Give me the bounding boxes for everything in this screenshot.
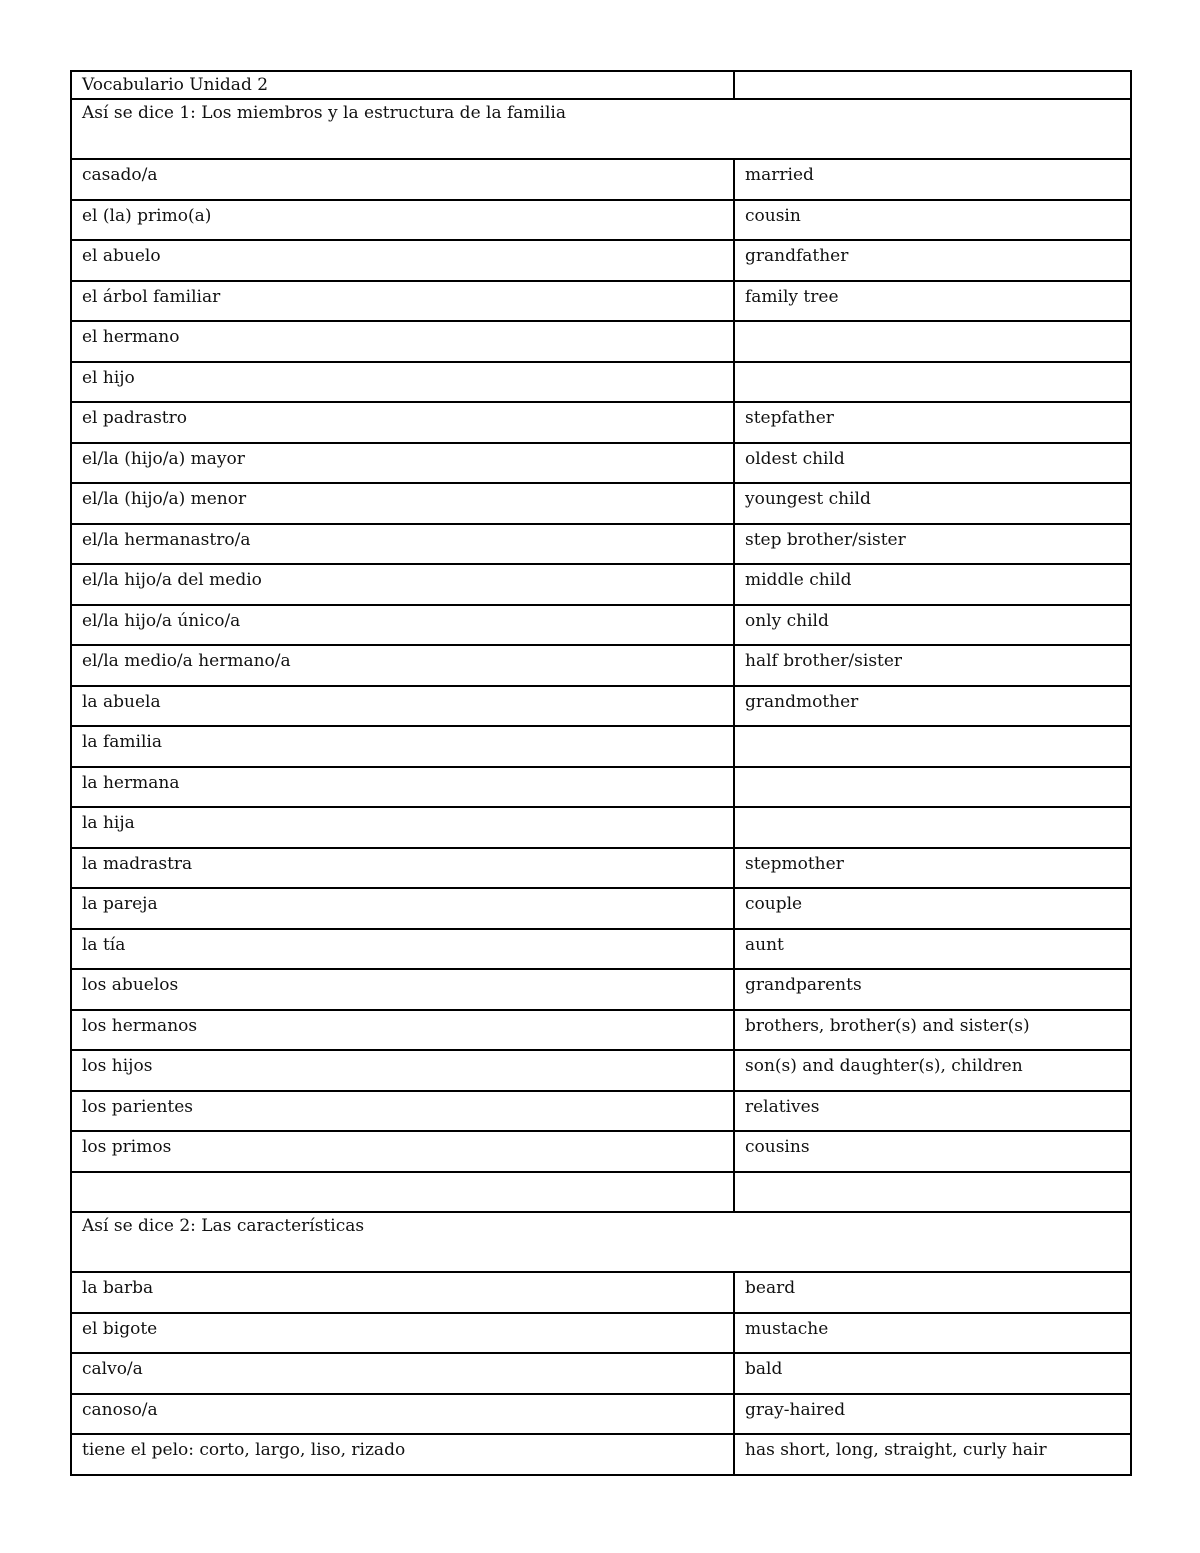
english-translation <box>734 807 1131 848</box>
spanish-term: la abuela <box>71 686 734 727</box>
spanish-term: el/la (hijo/a) menor <box>71 483 734 524</box>
table-row <box>71 1272 1131 1313</box>
english-translation <box>734 726 1131 767</box>
english-translation: relatives <box>734 1091 1131 1132</box>
spanish-term: la familia <box>71 726 734 767</box>
english-translation: beard <box>734 1272 1131 1313</box>
spanish-term: el/la hijo/a único/a <box>71 605 734 646</box>
spanish-term: la tía <box>71 929 734 970</box>
english-translation: couple <box>734 888 1131 929</box>
english-translation: mustache <box>734 1313 1131 1354</box>
table-row <box>71 200 1131 241</box>
table-row <box>71 807 1131 848</box>
section-heading: Así se dice 1: Los miembros y la estructura de la familia <box>71 99 1131 159</box>
english-translation: cousins <box>734 1131 1131 1172</box>
english-translation: step brother/sister <box>734 524 1131 565</box>
table-row <box>71 888 1131 929</box>
table-row <box>71 1434 1131 1475</box>
spanish-term: los hijos <box>71 1050 734 1091</box>
table-row <box>71 1131 1131 1172</box>
title-empty-cell <box>734 71 1131 99</box>
english-translation: oldest child <box>734 443 1131 484</box>
table-row <box>71 1050 1131 1091</box>
spanish-term: la hermana <box>71 767 734 808</box>
spanish-term: canoso/a <box>71 1394 734 1435</box>
table-row <box>71 969 1131 1010</box>
spanish-term: el hermano <box>71 321 734 362</box>
spanish-term: la hija <box>71 807 734 848</box>
spanish-term: tiene el pelo: corto, largo, liso, rizado <box>71 1434 734 1475</box>
spanish-term: el árbol familiar <box>71 281 734 322</box>
english-translation: half brother/sister <box>734 645 1131 686</box>
title-row <box>71 71 1131 99</box>
spanish-term: el/la hermanastro/a <box>71 524 734 565</box>
english-translation: grandparents <box>734 969 1131 1010</box>
spanish-term: los abuelos <box>71 969 734 1010</box>
english-translation: stepmother <box>734 848 1131 889</box>
english-translation: brothers, brother(s) and sister(s) <box>734 1010 1131 1051</box>
spanish-term: los parientes <box>71 1091 734 1132</box>
table-row <box>71 767 1131 808</box>
spanish-term: la pareja <box>71 888 734 929</box>
english-translation: bald <box>734 1353 1131 1394</box>
table-row <box>71 1394 1131 1435</box>
spanish-term: el padrastro <box>71 402 734 443</box>
table-row <box>71 402 1131 443</box>
section-heading: Así se dice 2: Las características <box>71 1212 1131 1272</box>
table-row <box>71 564 1131 605</box>
table-row <box>71 686 1131 727</box>
english-translation <box>734 321 1131 362</box>
spanish-term: los hermanos <box>71 1010 734 1051</box>
table-row <box>71 726 1131 767</box>
english-translation: gray-haired <box>734 1394 1131 1435</box>
vocabulary-table <box>70 70 1132 1476</box>
english-translation: married <box>734 159 1131 200</box>
spanish-term: calvo/a <box>71 1353 734 1394</box>
table-row <box>71 645 1131 686</box>
table-row <box>71 1010 1131 1051</box>
table-row <box>71 321 1131 362</box>
english-translation: son(s) and daughter(s), children <box>734 1050 1131 1091</box>
english-translation <box>734 362 1131 403</box>
spanish-term: el/la (hijo/a) mayor <box>71 443 734 484</box>
spanish-term: la barba <box>71 1272 734 1313</box>
page-title: Vocabulario Unidad 2 <box>71 71 734 99</box>
spanish-term: el/la hijo/a del medio <box>71 564 734 605</box>
english-translation: only child <box>734 605 1131 646</box>
spanish-term: el (la) primo(a) <box>71 200 734 241</box>
table-row <box>71 1313 1131 1354</box>
spanish-term: los primos <box>71 1131 734 1172</box>
spanish-term <box>71 1172 734 1213</box>
table-row <box>71 362 1131 403</box>
english-translation: cousin <box>734 200 1131 241</box>
english-translation: grandmother <box>734 686 1131 727</box>
english-translation <box>734 1172 1131 1213</box>
spanish-term: el abuelo <box>71 240 734 281</box>
vocabulary-sheet <box>70 70 1130 1476</box>
spanish-term: el hijo <box>71 362 734 403</box>
section-heading-row <box>71 99 1131 159</box>
table-row <box>71 1091 1131 1132</box>
vocabulary-table-body <box>71 71 1131 1475</box>
table-row <box>71 159 1131 200</box>
table-row <box>71 929 1131 970</box>
spanish-term: casado/a <box>71 159 734 200</box>
spanish-term: la madrastra <box>71 848 734 889</box>
spanish-term: el bigote <box>71 1313 734 1354</box>
spanish-term: el/la medio/a hermano/a <box>71 645 734 686</box>
table-row <box>71 281 1131 322</box>
english-translation <box>734 767 1131 808</box>
table-row <box>71 483 1131 524</box>
english-translation: stepfather <box>734 402 1131 443</box>
english-translation: aunt <box>734 929 1131 970</box>
table-row <box>71 605 1131 646</box>
table-row <box>71 1353 1131 1394</box>
table-row <box>71 524 1131 565</box>
section-heading-row <box>71 1212 1131 1272</box>
english-translation: middle child <box>734 564 1131 605</box>
table-row <box>71 1172 1131 1213</box>
english-translation: family tree <box>734 281 1131 322</box>
english-translation: grandfather <box>734 240 1131 281</box>
table-row <box>71 240 1131 281</box>
table-row <box>71 848 1131 889</box>
table-row <box>71 443 1131 484</box>
english-translation: has short, long, straight, curly hair <box>734 1434 1131 1475</box>
english-translation: youngest child <box>734 483 1131 524</box>
